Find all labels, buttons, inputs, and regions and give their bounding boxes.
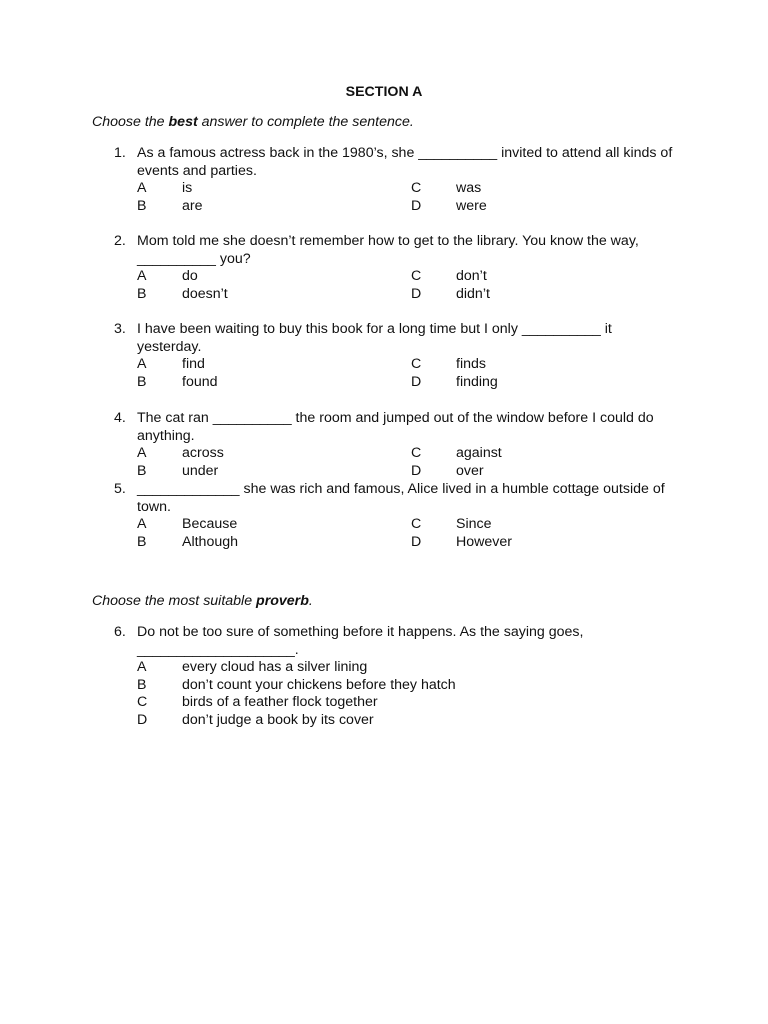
instruction-text: . [308,593,313,609]
option-letter: C [411,180,422,197]
instruction-emphasis: best [168,114,198,130]
option-text: Although [182,533,239,550]
option-b[interactable] [137,198,203,216]
option-letter: B [137,285,147,302]
option-c[interactable] [411,268,487,286]
option-letter: D [411,462,422,479]
option-letter: D [411,533,422,550]
option-letter: A [137,356,147,373]
instruction-text: Choose the most suitable [92,593,257,609]
option-c[interactable] [411,445,502,463]
instruction-proverb [92,593,313,611]
question-number: 3. [114,321,126,337]
option-letter: B [137,462,147,479]
options-grid [137,356,694,391]
question-text: The cat ran __________ the room and jumped out of the window before I could do anything. [137,410,654,444]
option-letter: C [411,516,422,533]
option-b[interactable] [137,463,218,481]
option-text: found [182,373,218,390]
option-d[interactable] [137,712,694,730]
question-number: 4. [114,410,126,426]
option-a[interactable] [137,659,694,677]
option-text: do [182,268,198,285]
options-grid [137,445,694,480]
option-text: were [456,197,487,214]
option-d[interactable] [411,374,498,392]
option-letter: C [137,694,148,711]
option-a[interactable] [137,268,198,286]
section-title: SECTION A [345,84,423,100]
option-d[interactable] [411,534,512,552]
instruction-text: answer to complete the sentence. [197,114,414,130]
question-1 [114,145,694,215]
question-4 [114,410,694,480]
option-text: However [456,533,512,550]
option-text: Because [182,516,238,533]
option-letter: C [411,445,422,462]
option-b[interactable] [137,374,218,392]
option-text: find [182,356,205,373]
option-text: birds of a feather flock together [182,694,378,711]
option-text: was [456,180,482,197]
option-letter: A [137,516,147,533]
options-grid [137,180,694,215]
option-a[interactable] [137,356,205,374]
option-a[interactable] [137,180,192,198]
option-letter: C [411,356,422,373]
option-letter: A [137,445,147,462]
option-c[interactable] [137,694,694,712]
option-text: didn’t [456,285,490,302]
option-letter: B [137,373,147,390]
option-text: don’t count your chickens before they hatch [182,676,456,693]
option-letter: B [137,197,147,214]
instruction-best-answer [92,114,414,132]
question-text: I have been waiting to buy this book for a long time but I only __________ it yesterday. [137,321,612,355]
option-letter: C [411,268,422,285]
option-letter: A [137,180,147,197]
option-text: Since [456,516,492,533]
question-text: Mom told me she doesn’t remember how to get to the library. You know the way, __________ you? [137,233,639,267]
option-text: doesn’t [182,285,228,302]
option-letter: D [411,285,422,302]
option-b[interactable] [137,534,238,552]
option-letter: D [137,711,148,728]
option-d[interactable] [411,286,490,304]
option-text: every cloud has a silver lining [182,659,368,676]
instruction-text: Choose the [92,114,169,130]
question-2 [114,233,694,303]
option-text: is [182,180,193,197]
option-c[interactable] [411,516,492,534]
option-letter: D [411,373,422,390]
option-letter: B [137,676,147,693]
option-a[interactable] [137,516,237,534]
option-c[interactable] [411,180,481,198]
option-letter: D [411,197,422,214]
option-text: don’t [456,268,487,285]
options-list [137,659,694,729]
question-number: 6. [114,624,126,640]
options-grid [137,268,694,303]
question-number: 2. [114,233,126,249]
question-number: 5. [114,481,126,497]
question-5 [114,481,694,551]
question-3 [114,321,694,391]
option-text: against [456,445,502,462]
instruction-emphasis: proverb [256,593,309,609]
option-b[interactable] [137,677,694,695]
option-text: under [182,462,219,479]
option-text: are [182,197,203,214]
option-d[interactable] [411,198,487,216]
option-text: over [456,462,484,479]
option-text: finds [456,356,486,373]
option-a[interactable] [137,445,224,463]
option-text: finding [456,373,498,390]
options-grid [137,516,694,551]
question-number: 1. [114,145,126,161]
option-d[interactable] [411,463,484,481]
option-letter: B [137,533,147,550]
option-c[interactable] [411,356,486,374]
option-text: across [182,445,224,462]
question-text: Do not be too sure of something before it happens. As the saying goes, ____________________. [137,624,584,658]
option-letter: A [137,268,147,285]
option-b[interactable] [137,286,228,304]
question-6 [114,624,694,730]
question-text: As a famous actress back in the 1980’s, she __________ invited to attend all kinds of events and parties. [137,145,673,179]
option-letter: A [137,659,147,676]
question-text: _____________ she was rich and famous, Alice lived in a humble cottage outside of town. [137,481,665,515]
option-text: don’t judge a book by its cover [182,711,374,728]
